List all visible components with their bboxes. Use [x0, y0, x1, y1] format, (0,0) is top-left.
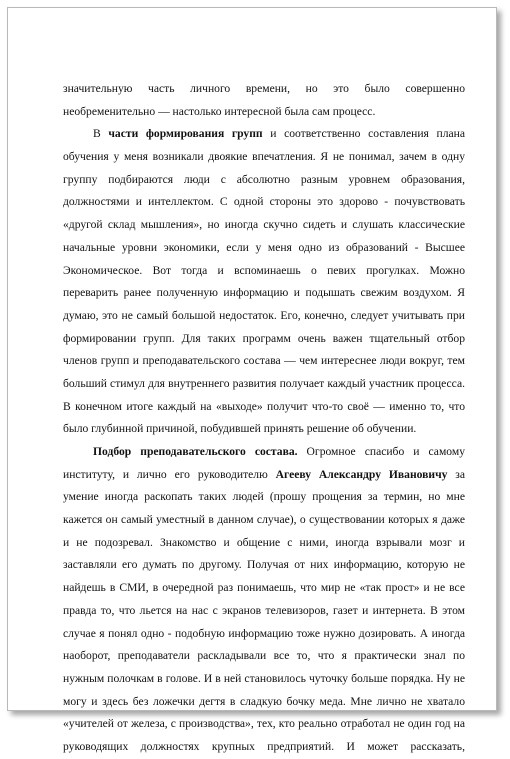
text-run: В конечном итоге каждый на «выходе» получит что-то своё — именно то, что: [63, 399, 465, 413]
text-run: «другой склад мышления», но иногда скучно сидеть и слушать классические: [63, 218, 465, 232]
text-line: [63, 509, 465, 532]
text-run: правда то, что льется на нас с экранов телевизоров, газет и интернета. В этом: [63, 603, 465, 617]
text-run: необременительно — настолько интересной была сам процесс.: [63, 104, 376, 118]
text-run: думаю, это не самый большой недостаток. Его, конечно, следует учитывать при: [63, 308, 465, 322]
text-line: [63, 373, 465, 396]
text-run: было глубинной причиной, побудившей принять решение об обучении.: [63, 422, 417, 436]
text-run: могу и здесь без ложечки дегтя в сладкую бочку меда. Мне лично не хватало: [63, 694, 465, 708]
text-line: [63, 282, 465, 305]
text-line: [63, 668, 465, 691]
bold-text-run: части формирования групп: [108, 127, 263, 141]
text-line: [63, 260, 465, 283]
text-line: [63, 486, 465, 509]
text-run: группу подбираются люди с абсолютно разным уровнем образования,: [63, 172, 465, 186]
text-line: [63, 146, 465, 169]
text-run: переварить ранее полученную информацию и подышать свежим воздухом. Я: [63, 286, 465, 300]
text-run: «учителей от железа, с производства», тех, кто реально отработал не один год на: [63, 717, 465, 731]
text-line: [63, 418, 465, 441]
text-line: [63, 214, 465, 237]
text-line: [63, 101, 465, 124]
text-line: [63, 532, 465, 555]
text-run: и не подозревал. Знакомство и общение с ними, иногда взрывали мозг и: [63, 535, 465, 549]
text-line: [63, 577, 465, 600]
text-line: [63, 645, 465, 668]
text-run: должностями и интеллектом. С одной стороны это здорово - почувствовать: [63, 195, 465, 209]
text-line: [63, 305, 465, 328]
text-line: [63, 328, 465, 351]
text-run: Огромное спасибо и самому: [297, 445, 465, 458]
text-line: [63, 78, 465, 101]
text-run: значительную часть личного времени, но это было совершенно: [63, 82, 465, 95]
bold-text-run: Подбор преподавательского состава.: [93, 445, 298, 458]
text-line: [63, 736, 465, 759]
text-line: [63, 350, 465, 373]
text-line: [63, 623, 465, 646]
text-run: наоборот, преподаватели раскладывали все то, что я практически знал по: [63, 649, 465, 663]
text-line: [63, 464, 465, 487]
text-line: [63, 554, 465, 577]
text-run: кажется он самый уместный в данном случае), о существовании которых я даже: [63, 513, 465, 527]
text-run: институту, и лично его руководителю: [63, 467, 276, 481]
bold-text-run: Агееву Александру Ивановичу: [275, 467, 448, 481]
text-run: нужным полочкам в голове. И в ней становилось чуточку больше порядка. Ну не: [63, 671, 465, 685]
text-run: и соответственно составления плана: [262, 127, 465, 141]
text-run: членов групп и преподавательского состава — чем интереснее люди вокруг, тем: [63, 354, 465, 368]
text-run: формировании групп. Для таких программ очень важен тщательный отбор: [63, 331, 465, 345]
text-run: руководящих должностях крупных предприятий. И может рассказать,: [63, 739, 465, 753]
text-run: найдешь в СМИ, в очередной раз понимаешь, что мир не «так прост» и не все: [63, 581, 465, 595]
text-run: начальные уровни экономики, если у меня одно из образований - Высшее: [63, 240, 465, 254]
text-run: умение иногда раскопать таких людей (прошу прощения за термин, но мне: [63, 490, 465, 504]
text-line: [63, 237, 465, 260]
text-run: больший стимул для внутреннего развития получает каждый участник процесса.: [63, 376, 465, 390]
text-line: [63, 123, 465, 146]
text-run: случае я понял одно - подобную информацию тоже нужно дозировать. А иногда: [63, 626, 465, 640]
text-line: [63, 396, 465, 419]
document-page: [7, 7, 497, 753]
text-line: [63, 169, 465, 192]
text-run: обучения у меня возникали двоякие впечатления. Я не понимал, зачем в одну: [63, 150, 465, 164]
document-text: [63, 78, 465, 759]
text-run: В: [93, 127, 109, 141]
text-line: [63, 441, 465, 464]
text-run: Экономическое. Вот тогда и вспоминаешь о певих прогулках. Можно: [63, 263, 465, 277]
text-line: [63, 191, 465, 214]
text-run: за: [447, 467, 465, 481]
text-line: [63, 600, 465, 623]
text-run: заставляли его думать по другому. Получая от них информацию, которую не: [63, 558, 465, 572]
text-line: [63, 691, 465, 714]
text-line: [63, 713, 465, 736]
